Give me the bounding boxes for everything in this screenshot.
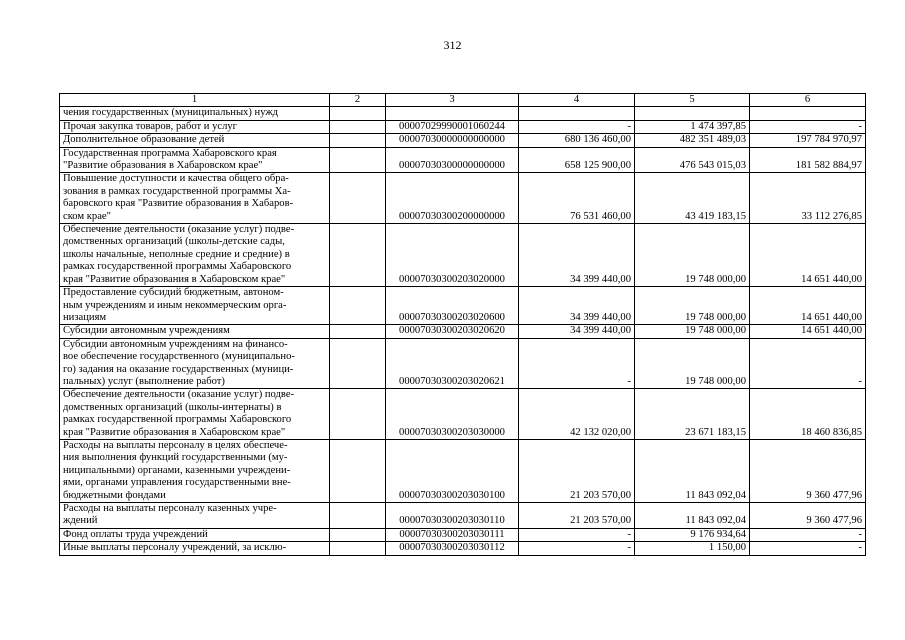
row-code: 00007030300000000000 [386,147,519,173]
page-number: 312 [443,38,462,52]
row-name [60,528,330,541]
row-col4: - [519,120,635,133]
row-col2 [330,528,386,541]
table-row [60,147,866,173]
table-row [60,120,866,133]
row-col2 [330,503,386,529]
row-code: 00007030300203030112 [386,542,519,555]
row-col5: 11 843 092,04 [635,439,750,502]
row-col5: 43 419 183,15 [635,173,750,224]
row-col4: 42 132 020,00 [519,389,635,440]
row-col4: - [519,542,635,555]
table-row [60,287,866,325]
row-col5: 9 176 934,64 [635,528,750,541]
table-row [60,325,866,338]
row-name-line: го) задания на оказание государственных (муници- [63,363,294,375]
row-col5: 1 150,00 [635,542,750,555]
row-name-line: Расходы на выплаты персоналу казенных учре- [63,503,277,514]
row-name-line: Дополнительное образование детей [63,134,225,146]
table-row [60,389,866,440]
row-col4: 34 399 440,00 [519,325,635,338]
row-col6: 14 651 440,00 [750,224,866,287]
row-col4: 21 203 570,00 [519,439,635,502]
row-name-line: Расходы на выплаты персоналу в целях обеспече- [63,439,288,451]
row-col6: 181 582 884,97 [750,147,866,173]
row-name-line: Фонд оплаты труда учреждений [63,528,208,540]
row-name [60,338,330,389]
row-name-line: низациям [63,311,107,323]
row-name [60,134,330,147]
row-name-line: домственных организаций (школы-интернаты) в [63,401,282,413]
table-row [60,173,866,224]
column-header-3: 3 [386,94,519,107]
row-col6: 197 784 970,97 [750,134,866,147]
row-name-line: ным учреждениям и иным некоммерческим орга- [63,299,287,311]
row-col2 [330,224,386,287]
row-col6: - [750,528,866,541]
row-name-line: Субсидии автономным учреждениям на финансо- [63,338,288,350]
table-row [60,107,866,120]
row-code [386,107,519,120]
row-col2 [330,439,386,502]
row-name [60,224,330,287]
row-col2 [330,173,386,224]
row-col5: 19 748 000,00 [635,224,750,287]
row-col5: 19 748 000,00 [635,338,750,389]
row-name-line: Повышение доступности и качества общего обра- [63,173,289,185]
row-col5: 19 748 000,00 [635,287,750,325]
row-name [60,173,330,224]
row-name-line: "Развитие образования в Хабаровском крае" [63,160,263,172]
row-code: 00007030300203030100 [386,439,519,502]
column-header-4: 4 [519,94,635,107]
row-col5: 19 748 000,00 [635,325,750,338]
row-col6: - [750,338,866,389]
row-code: 00007030300203020600 [386,287,519,325]
row-col2 [330,134,386,147]
row-col5: 482 351 489,03 [635,134,750,147]
row-name-line: рамках государственной программы Хабаровского [63,414,292,426]
row-col4: 34 399 440,00 [519,224,635,287]
row-code: 00007030300203030110 [386,503,519,529]
row-name-line: Субсидии автономным учреждениям [63,325,230,337]
row-name-line: ями, органами управления государственными вне- [63,477,291,489]
table-row [60,224,866,287]
row-col4: 76 531 460,00 [519,173,635,224]
row-col2 [330,338,386,389]
row-name-line: ниципальными) органами, казенными учреждени- [63,464,291,476]
row-col5: 11 843 092,04 [635,503,750,529]
row-col5 [635,107,750,120]
row-name-line: школы начальные, неполные средние и средние) в [63,248,290,260]
row-name-line: бюджетными фондами [63,489,166,501]
row-col6: 9 360 477,96 [750,503,866,529]
row-code: 00007030300203030111 [386,528,519,541]
row-code: 00007029990001060244 [386,120,519,133]
column-header-1: 1 [60,94,330,107]
row-col6: 33 112 276,85 [750,173,866,224]
row-col4: 658 125 900,00 [519,147,635,173]
row-col6: 18 460 836,85 [750,389,866,440]
row-col2 [330,287,386,325]
row-col4: - [519,338,635,389]
row-code: 00007030300203020620 [386,325,519,338]
row-name-line: ждений [63,515,98,527]
row-name [60,389,330,440]
row-name-line: Прочая закупка товаров, работ и услуг [63,120,238,132]
row-col6: - [750,542,866,555]
row-col5: 23 671 183,15 [635,389,750,440]
row-code: 00007030000000000000 [386,134,519,147]
table-row [60,503,866,529]
row-col2 [330,389,386,440]
budget-table [59,93,866,556]
row-name-line: Предоставление субсидий бюджетным, автоном- [63,287,284,299]
row-name-line: Иные выплаты персоналу учреждений, за исклю- [63,542,287,554]
row-col6: 14 651 440,00 [750,325,866,338]
row-name-line: Обеспечение деятельности (оказание услуг) подве- [63,389,295,401]
row-name-line: вое обеспечение государственного (муниципально- [63,351,295,363]
row-name [60,147,330,173]
row-name-line: края "Развитие образования в Хабаровском крае" [63,426,286,438]
row-col2 [330,542,386,555]
row-col4 [519,107,635,120]
table-row [60,528,866,541]
row-code: 00007030300203020621 [386,338,519,389]
row-col2 [330,147,386,173]
row-col6: - [750,120,866,133]
row-code: 00007030300200000000 [386,173,519,224]
row-name-line: Государственная программа Хабаровского края [63,147,277,159]
row-name-line: рамках государственной программы Хабаровского [63,261,292,273]
row-col5: 476 543 015,03 [635,147,750,173]
column-header-5: 5 [635,94,750,107]
row-name-line: пальных) услуг (выполнение работ) [63,375,225,387]
row-name-line: ния выполнения функций государственными (му- [63,452,288,464]
row-col6 [750,107,866,120]
row-name [60,503,330,529]
row-col2 [330,107,386,120]
row-col4: - [519,528,635,541]
table-row [60,439,866,502]
row-code: 00007030300203020000 [386,224,519,287]
column-header-6: 6 [750,94,866,107]
row-code: 00007030300203030000 [386,389,519,440]
table-row [60,134,866,147]
table-row [60,338,866,389]
table-header-row [60,94,866,107]
row-col2 [330,120,386,133]
row-col4: 21 203 570,00 [519,503,635,529]
column-header-2: 2 [330,94,386,107]
row-col6: 9 360 477,96 [750,439,866,502]
row-name [60,439,330,502]
row-col4: 34 399 440,00 [519,287,635,325]
row-col4: 680 136 460,00 [519,134,635,147]
table-row [60,542,866,555]
row-name [60,287,330,325]
row-name-line: края "Развитие образования в Хабаровском крае" [63,273,286,285]
row-name-line: ском крае" [63,210,111,222]
row-name-line: домственных организаций (школы-детские сады, [63,236,285,248]
row-name-line: зования в рамках государственной программы Ха- [63,185,291,197]
row-name [60,542,330,555]
row-col6: 14 651 440,00 [750,287,866,325]
row-name-line: баровского края "Развитие образования в Хабаров- [63,198,294,210]
row-col5: 1 474 397,85 [635,120,750,133]
row-name-line: Обеспечение деятельности (оказание услуг) подве- [63,224,295,236]
row-col2 [330,325,386,338]
row-name [60,325,330,338]
row-name-line: чения государственных (муниципальных) нужд [63,107,279,119]
row-name [60,107,330,120]
row-name [60,120,330,133]
